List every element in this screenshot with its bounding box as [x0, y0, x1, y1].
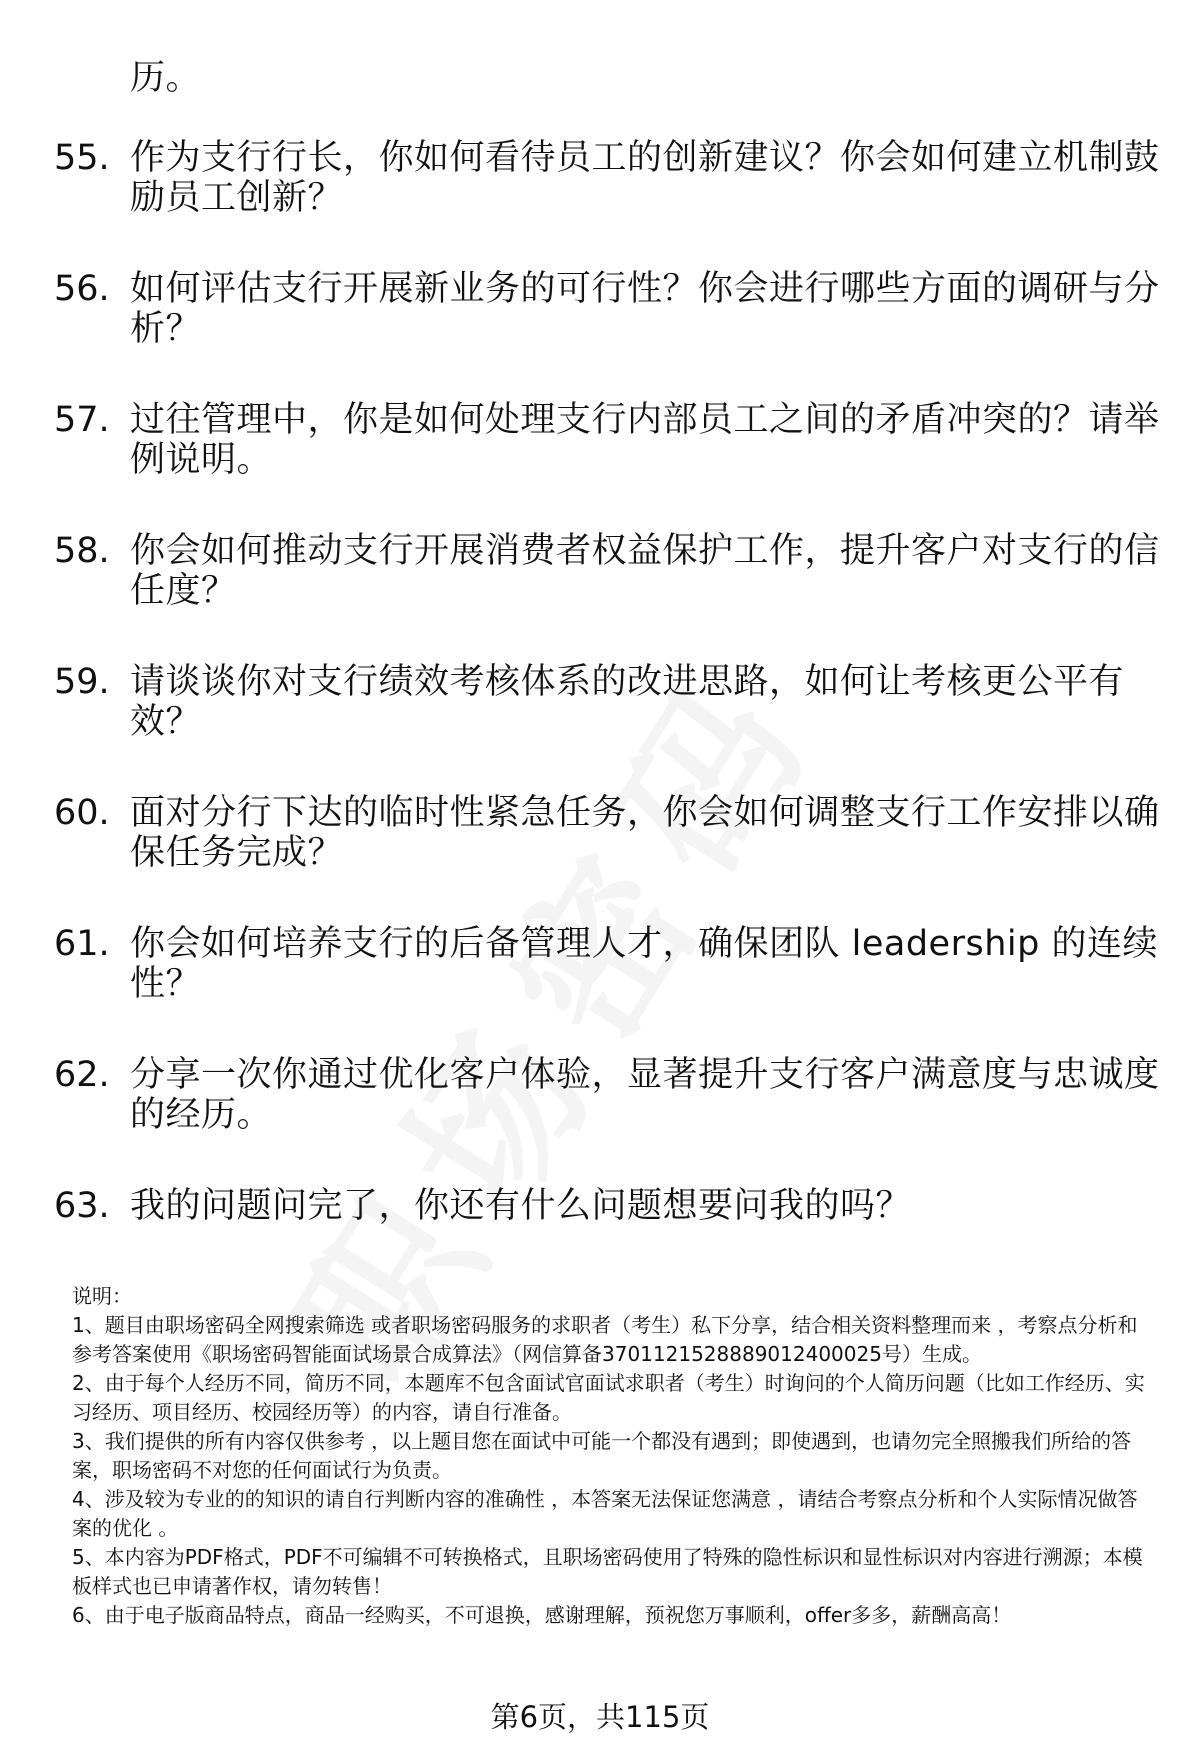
- question-item: [0, 400, 1200, 480]
- note-item: 1、题目由职场密码全网搜索筛选 或者职场密码服务的求职者（考生）私下分享，结合相关资料整理而来 ，考察点分析和参考答案使用《职场密码智能面试场景合成算法》（网信算备3701121528889012400025号）生成。: [72, 1313, 1138, 1366]
- question-text: 请谈谈你对支行绩效考核体系的改进思路，如何让考核更公平有效？: [130, 662, 1125, 742]
- question-text: 分享一次你通过优化客户体验，显著提升支行客户满意度与忠诚度的经历。: [130, 1055, 1160, 1135]
- question-item: [0, 662, 1200, 742]
- question-item: [0, 138, 1200, 218]
- notes-heading: 说明：: [72, 1284, 132, 1308]
- note-item: 5、本内容为PDF格式，PDF不可编辑不可转换格式，且职场密码使用了特殊的隐性标识和显性标识对内容进行溯源；本模板样式也已申请著作权，请勿转售！: [72, 1545, 1143, 1598]
- notes-section: [72, 1282, 1157, 1630]
- question-item: [0, 793, 1200, 873]
- question-item: [0, 1055, 1200, 1135]
- question-number: 59.: [54, 662, 110, 702]
- question-text: 我的问题问完了，你还有什么问题想要问我的吗？: [130, 1186, 912, 1226]
- note-item: 6、由于电子版商品特点，商品一经购买，不可退换，感谢理解，预祝您万事顺利，offer多多，薪酬高高！: [72, 1603, 1012, 1627]
- question-item: [0, 531, 1200, 611]
- question-number: 63.: [54, 1186, 110, 1226]
- question-text: 你会如何培养支行的后备管理人才，确保团队 leadership 的连续性？: [130, 924, 1158, 1004]
- question-text: 你会如何推动支行开展消费者权益保护工作，提升客户对支行的信任度？: [130, 531, 1160, 611]
- continuation-text: 历。: [130, 58, 202, 98]
- note-item: 4、涉及较为专业的的知识的请自行判断内容的准确性 ，本答案无法保证您满意 ，请结合考察点分析和个人实际情况做答案的优化 。: [72, 1487, 1138, 1540]
- question-number: 55.: [54, 138, 110, 178]
- question-number: 60.: [54, 793, 110, 833]
- question-item: [0, 269, 1200, 349]
- question-list: [0, 138, 1200, 1317]
- question-text: 如何评估支行开展新业务的可行性？你会进行哪些方面的调研与分析？: [130, 269, 1160, 349]
- question-number: 58.: [54, 531, 110, 571]
- note-item: 3、我们提供的所有内容仅供参考 ，以上题目您在面试中可能一个都没有遇到；即使遇到，也请勿完全照搬我们所给的答案，职场密码不对您的任何面试行为负责。: [72, 1429, 1132, 1482]
- question-number: 62.: [54, 1055, 110, 1095]
- note-item: 2、由于每个人经历不同，简历不同，本题库不包含面试官面试求职者（考生）时询问的个人简历问题（比如工作经历、实习经历、项目经历、校园经历等）的内容，请自行准备。: [72, 1371, 1145, 1424]
- question-number: 61.: [54, 924, 110, 964]
- question-item: [0, 924, 1200, 1004]
- question-item: [0, 1186, 1200, 1266]
- page-number: 第6页，共115页: [490, 1700, 710, 1734]
- question-text: 面对分行下达的临时性紧急任务，你会如何调整支行工作安排以确保任务完成？: [130, 793, 1160, 873]
- question-text: 作为支行行长，你如何看待员工的创新建议？你会如何建立机制鼓励员工创新？: [130, 138, 1160, 218]
- question-text: 过往管理中，你是如何处理支行内部员工之间的矛盾冲突的？请举例说明。: [130, 400, 1160, 480]
- question-number: 57.: [54, 400, 110, 440]
- question-number: 56.: [54, 269, 110, 309]
